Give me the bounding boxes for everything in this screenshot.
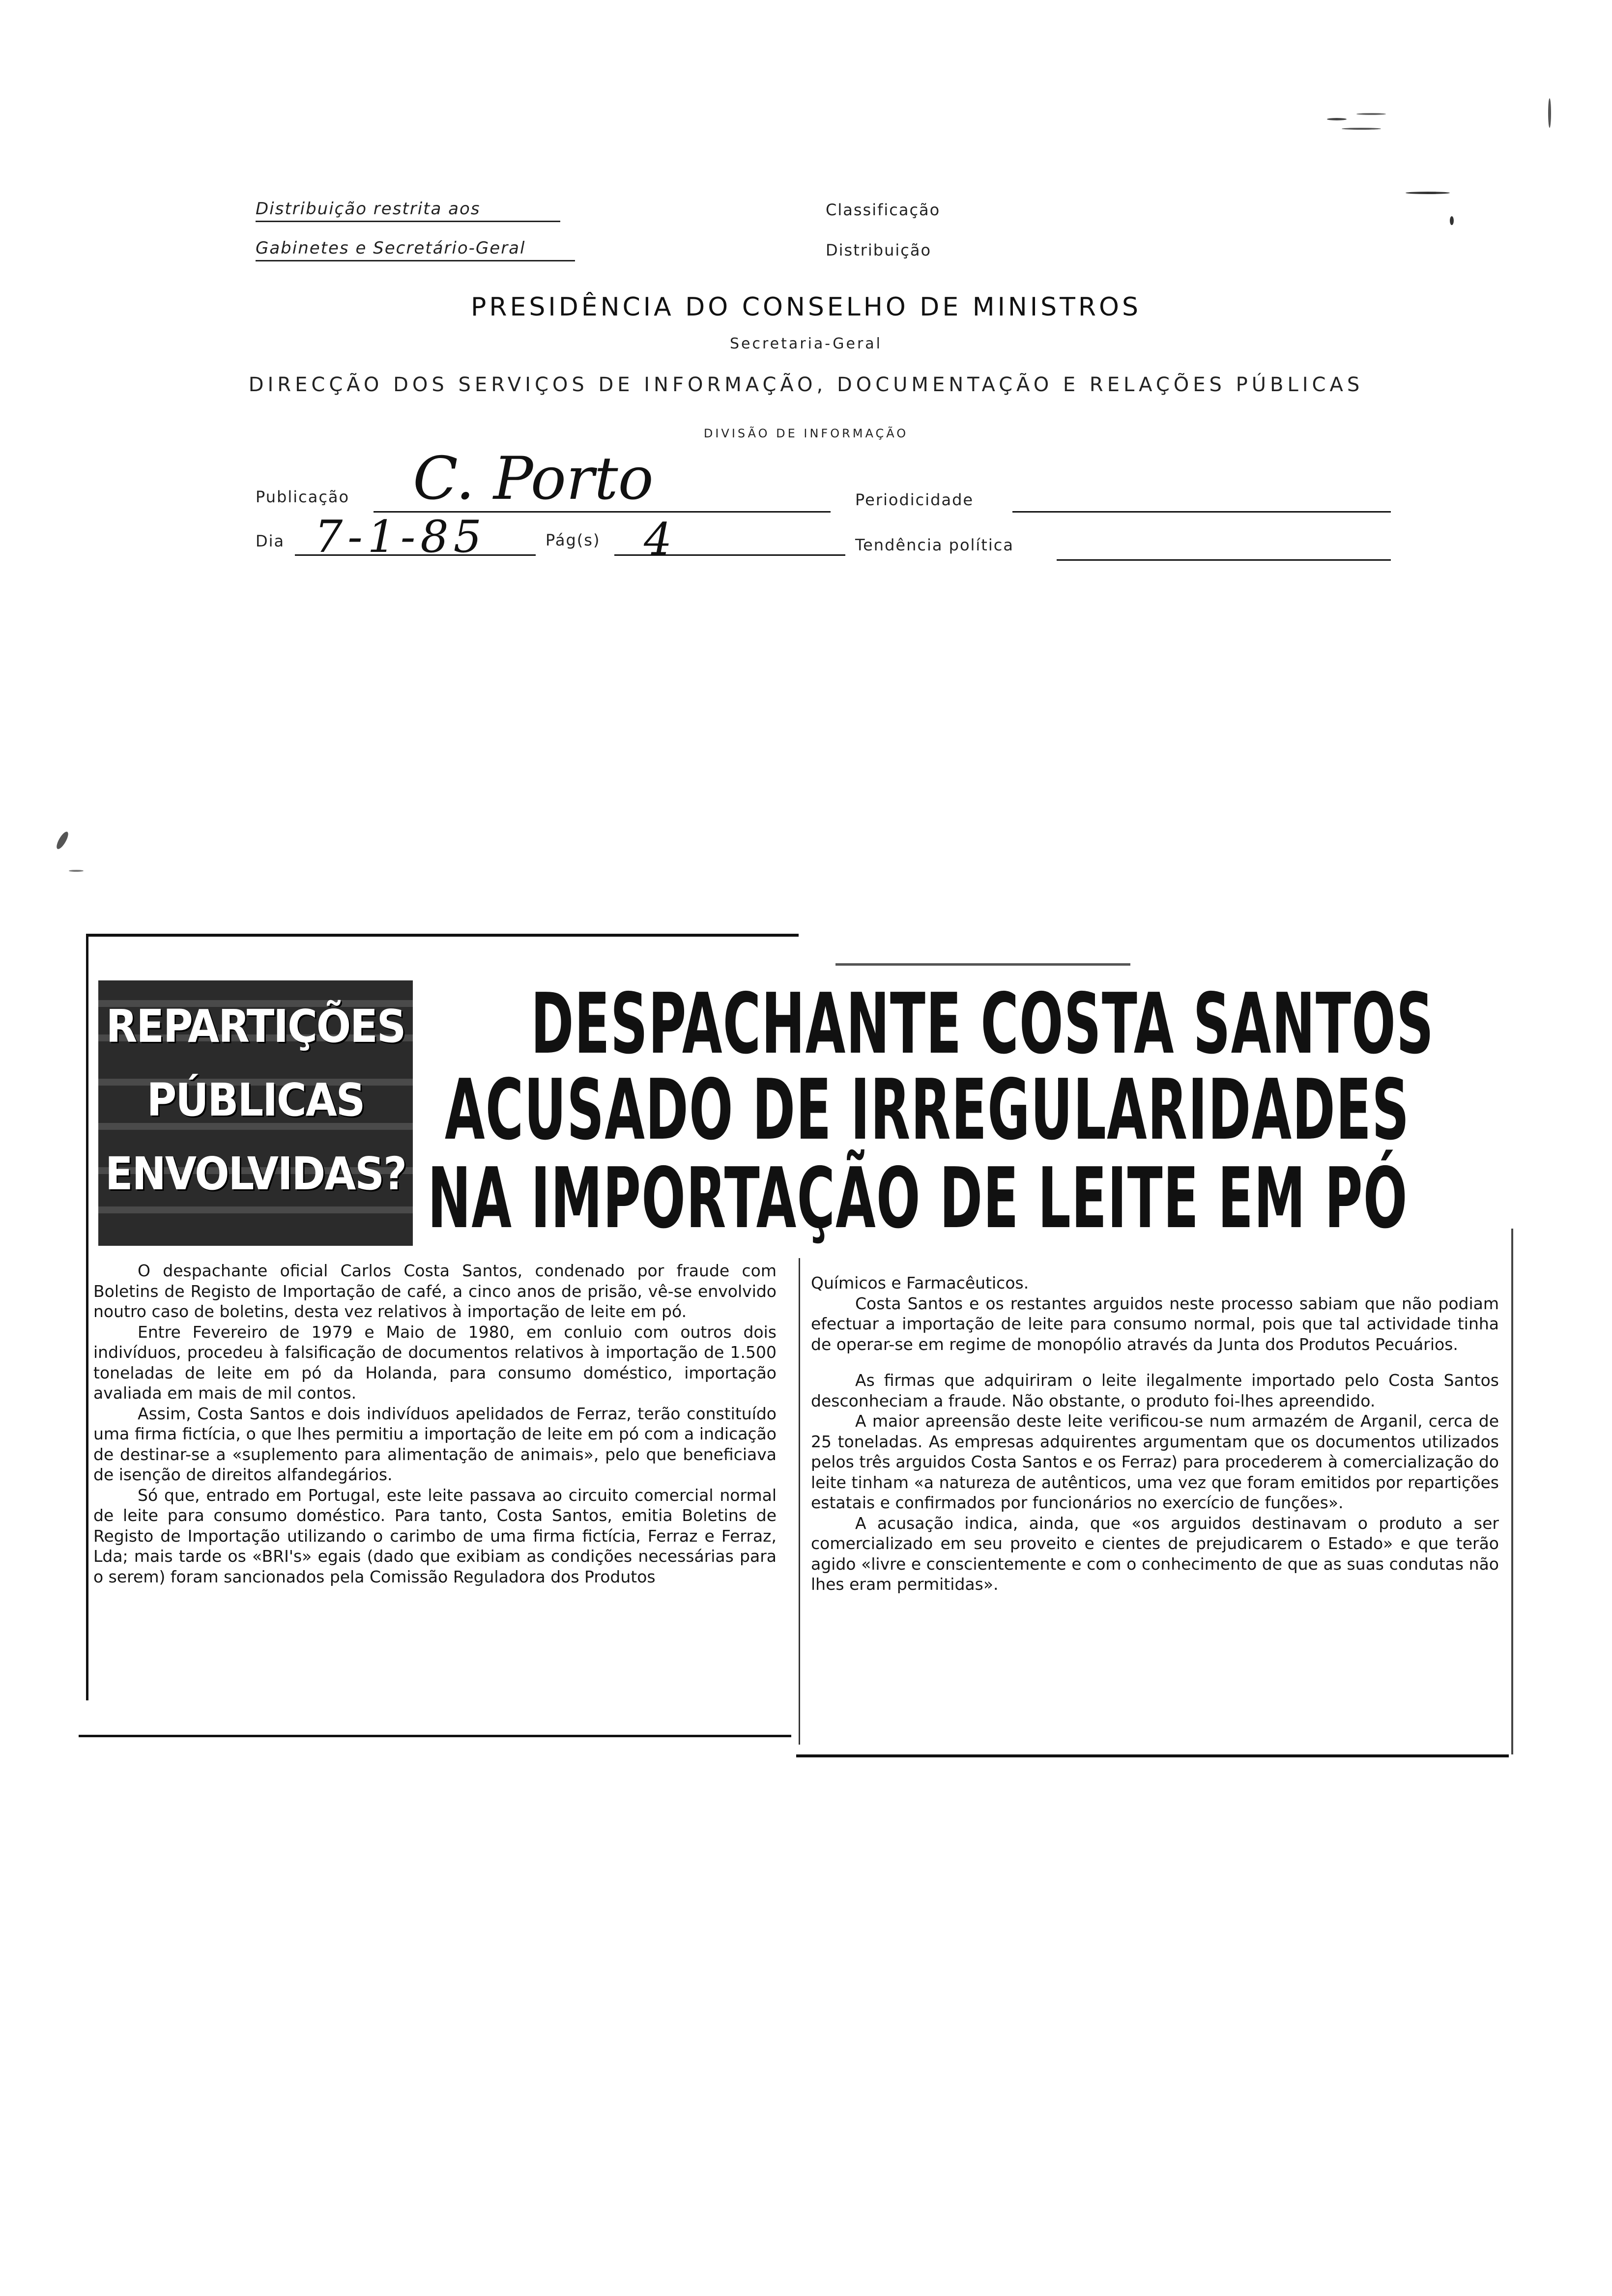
banner-graphic bbox=[98, 980, 413, 1246]
left-paragraph-2: Entre Fevereiro de 1979 e Maio de 1980, em conluio com outros dois indivíduos, procedeu à falsificação de documentos relativos à importação de 1.500 toneladas de leite em pó da Holanda, para consumo doméstico, importação avaliada em mais de mil contos. bbox=[93, 1322, 777, 1403]
left-paragraph-4: Só que, entrado em Portugal, este leite passava ao circuito comercial normal de leite para consumo doméstico. Para tanto, Costa Santos, emitia Boletins de Registo de Importação utilizando o carimbo de uma firma fictícia, Ferraz e Ferraz, Lda; mais tarde os «BRI's» egais (dado que exibiam as condições necessárias para o serem) foram sancionados pela Comissão Reguladora dos Produtos bbox=[93, 1485, 777, 1586]
direction-line: DIRECÇÃO DOS SERVIÇOS DE INFORMAÇÃO, DOCUMENTAÇÃO E RELAÇÕES PÚBLICAS bbox=[248, 373, 1364, 396]
periodicity-line bbox=[1012, 511, 1391, 513]
right-paragraph-3: A maior apreensão deste leite verificou-se num armazém de Arganil, cerca de 25 toneladas. As empresas adquirentes argumentam que os documentos utilizados pelos três arguidos Costa Santos e os Ferraz) para procederem à comercialização do leite tinham «a natureza de autênticos, uma vez que foram emitidos por repartições estatais e confirmados por funcionários no exercício de funções». bbox=[811, 1411, 1499, 1512]
clipping-top-rule-right bbox=[835, 963, 1130, 966]
article-right-column bbox=[811, 1273, 1499, 1595]
headline-line-3: NA IMPORTAÇÃO DE LEITE EM PÓ bbox=[428, 1150, 1408, 1247]
right-paragraph-1: Costa Santos e os restantes arguidos neste processo sabiam que não podiam efectuar a importação de leite para consumo normal, pois que tal actividade tinha de operar-se em regime de monopólio através da Junta dos Produtos Pecuários. bbox=[811, 1293, 1499, 1354]
headline-line-1: DESPACHANTE COSTA SANTOS bbox=[531, 976, 1435, 1073]
scan-mark-top-right bbox=[1327, 113, 1410, 133]
scan-mark-left bbox=[55, 830, 70, 851]
right-paragraph-4: A acusação indica, ainda, que «os arguidos destinavam o produto a ser comercializado em seu proveito e cientes de prejudicarem o Estado» e que terão agido «livre e conscientemente e com o conhecimento de que as suas condutas não lhes eram permitidas». bbox=[811, 1513, 1499, 1594]
day-label: Dia bbox=[256, 532, 285, 550]
right-column-start: Químicos e Farmacêuticos. bbox=[811, 1273, 1029, 1292]
clipping-right-rule bbox=[1511, 1229, 1513, 1754]
article-left-column bbox=[93, 1261, 777, 1587]
cabinet-secretary-label: Gabinetes e Secretário-Geral bbox=[256, 238, 575, 261]
distribution-restricted-label: Distribuição restrita aos bbox=[256, 199, 560, 222]
headline-line-2: ACUSADO DE IRREGULARIDADES bbox=[445, 1062, 1410, 1159]
periodicity-label: Periodicidade bbox=[855, 490, 974, 509]
publication-label: Publicação bbox=[256, 488, 350, 506]
classification-label: Classificação bbox=[826, 201, 941, 219]
clipping-bottom-rule bbox=[79, 1735, 791, 1737]
scan-mark-right bbox=[1406, 187, 1465, 226]
left-paragraph-1: O despachante oficial Carlos Costa Santos, condenado por fraude com Boletins de Registo de Importação de café, a cinco anos de prisão, vê-se envolvido noutro caso de boletins, desta vez relativos à importação de leite em pó. bbox=[93, 1261, 777, 1321]
scan-mark-edge bbox=[1548, 98, 1551, 128]
tendency-line bbox=[1057, 559, 1391, 561]
page-label: Pág(s) bbox=[546, 531, 601, 549]
scan-mark-left-2 bbox=[69, 870, 84, 872]
clipping-bottom-rule-right bbox=[796, 1754, 1509, 1757]
right-paragraph-2: As firmas que adquiriram o leite ilegalmente importado pelo Costa Santos desconheciam a fraude. Não obstante, o produto foi-lhes apreendido. bbox=[811, 1371, 1499, 1410]
banner-line-3: ENVOLVIDAS? bbox=[105, 1148, 406, 1200]
publication-value: C. Porto bbox=[413, 445, 654, 513]
banner-line-2: PÚBLICAS bbox=[146, 1074, 365, 1126]
tendency-label: Tendência política bbox=[855, 536, 1014, 554]
page-subtitle: Secretaria-Geral bbox=[729, 335, 882, 352]
page-title: PRESIDÊNCIA DO CONSELHO DE MINISTROS bbox=[471, 292, 1141, 322]
distribution-label: Distribuição bbox=[826, 241, 932, 259]
page-value: 4 bbox=[644, 514, 672, 565]
column-divider bbox=[799, 1258, 800, 1745]
left-paragraph-3: Assim, Costa Santos e dois indivíduos apelidados de Ferraz, terão constituído uma firma fictícia, o que lhes permitiu a importação de leite em pó com a indicação de destinar-se a «suplemento para alimentação de animais», pelo que beneficiava de isenção de direitos alfandegários. bbox=[93, 1404, 777, 1484]
clipping-left-rule bbox=[86, 934, 88, 1700]
division-line: DIVISÃO DE INFORMAÇÃO bbox=[703, 427, 909, 440]
clipping-top-rule bbox=[86, 934, 799, 937]
day-value: 7-1-85 bbox=[315, 511, 487, 563]
banner-line-1: REPARTIÇÕES bbox=[106, 1000, 405, 1053]
